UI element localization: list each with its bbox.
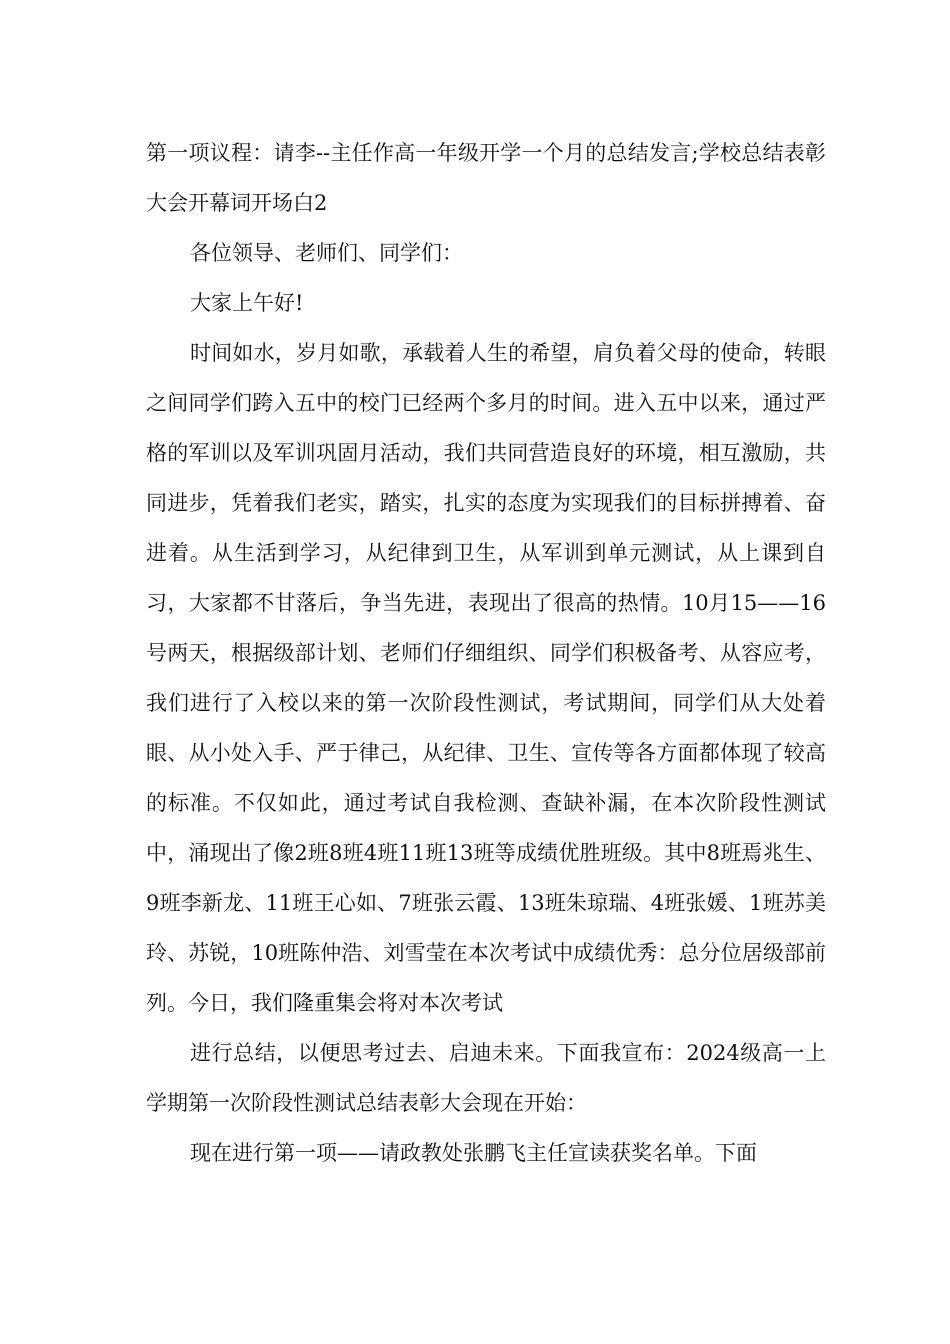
greeting-paragraph: 各位领导、老师们、同学们： xyxy=(190,241,463,265)
announcement-paragraph: 进行总结，以便思考过去、启迪未来。下面我宣布：2024级高一上学期第一次阶段性测试总结表彰大会现在开始： xyxy=(146,1041,826,1115)
document-body xyxy=(146,128,826,1178)
agenda-paragraph: 第一项议程：请李--主任作高一年级开学一个月的总结发言;学校总结表彰大会开幕词开场白2 xyxy=(146,141,826,215)
agenda-item-paragraph: 现在进行第一项——请政教处张鹏飞主任宣读获奖名单。下面 xyxy=(190,1141,757,1165)
body-paragraph: 时间如水，岁月如歌，承载着人生的希望，肩负着父母的使命，转眼之间同学们跨入五中的校门已经两个多月的时间。进入五中以来，通过严格的军训以及军训巩固月活动，我们共同营造良好的环境，相互激励，共同进步，凭着我们老实，踏实，扎实的态度为实现我们的目标拼搏着、奋进着。从生活到学习，从纪律到卫生，从军训到单元测试，从上课到自习，大家都不甘落后，争当先进，表现出了很高的热情。10月15——16号两天，根据级部计划、老师们仔细组织、同学们积极备考、从容应考，我们进行了入校以来的第一次阶段性测试，考试期间，同学们从大处着眼、从小处入手、严于律己，从纪律、卫生、宣传等各方面都体现了较高的标准。不仅如此，通过考试自我检测、查缺补漏，在本次阶段性测试中，涌现出了像2班8班4班11班13班等成绩优胜班级。其中8班焉兆生、9班李新龙、11班王心如、7班张云霞、13班朱琼瑞、4班张媛、1班苏美玲、苏锐，10班陈仲浩、刘雪莹在本次考试中成绩优秀：总分位居级部前列。今日，我们隆重集会将对本次考试 xyxy=(146,341,826,1015)
salutation-paragraph: 大家上午好! xyxy=(190,291,304,315)
